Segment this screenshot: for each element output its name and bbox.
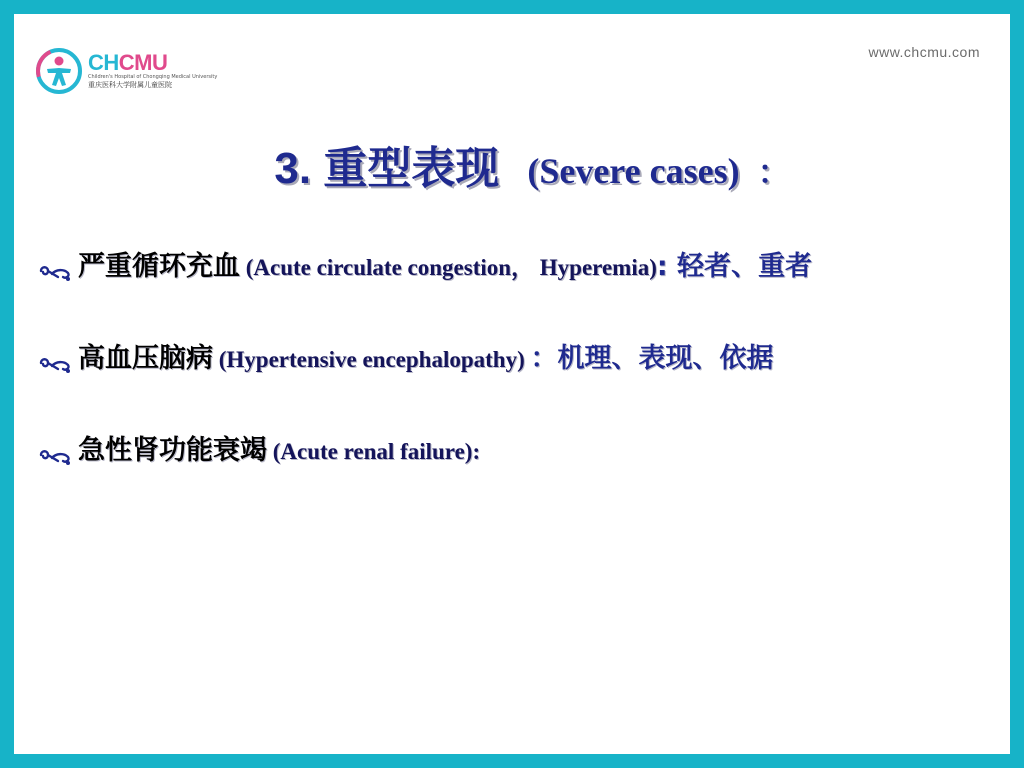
logo-subtitle-en: Children's Hospital of Chongqing Medical University: [88, 74, 218, 80]
scroll-bullet-icon: [38, 256, 72, 278]
scroll-bullet-icon: [38, 348, 72, 370]
bullet-en: (Acute circulate congestion， Hyperemia): [240, 255, 657, 280]
chcmu-logo-icon: [36, 48, 82, 94]
bullet-rest: ：机理、表现、依据: [530, 343, 774, 374]
bullet-cn: 急性肾功能衰竭: [78, 435, 267, 466]
logo-title: [88, 52, 217, 74]
scroll-bullet-icon: [38, 440, 72, 462]
title-en: (Severe cases): [527, 151, 740, 191]
bullet-rest: : 轻者、重者: [656, 251, 813, 282]
bullet-en: (Acute renal failure):: [267, 439, 481, 464]
bullet-item: [36, 246, 986, 288]
bullet-item: [36, 338, 986, 380]
site-url: www.chcmu.com: [868, 44, 980, 60]
logo-title-mu: CMU: [118, 50, 168, 75]
title-cn: 3. 重型表现: [274, 144, 500, 193]
bullet-cn: 高血压脑病: [78, 343, 213, 374]
logo-text: [88, 52, 217, 90]
bullet-cn: 严重循环充血: [78, 251, 240, 282]
slide: [14, 14, 1010, 754]
bullet-list: [36, 246, 986, 472]
logo-subtitle-cn: 重庆医科大学附属儿童医院: [88, 81, 172, 89]
logo-title-ch: CH: [88, 50, 119, 75]
bullet-item: [36, 430, 986, 472]
slide-title: [14, 132, 1010, 196]
chcmu-logo: [36, 46, 217, 96]
bullet-en: (Hypertensive encephalopathy): [213, 347, 531, 372]
title-colon: ：: [757, 153, 790, 191]
